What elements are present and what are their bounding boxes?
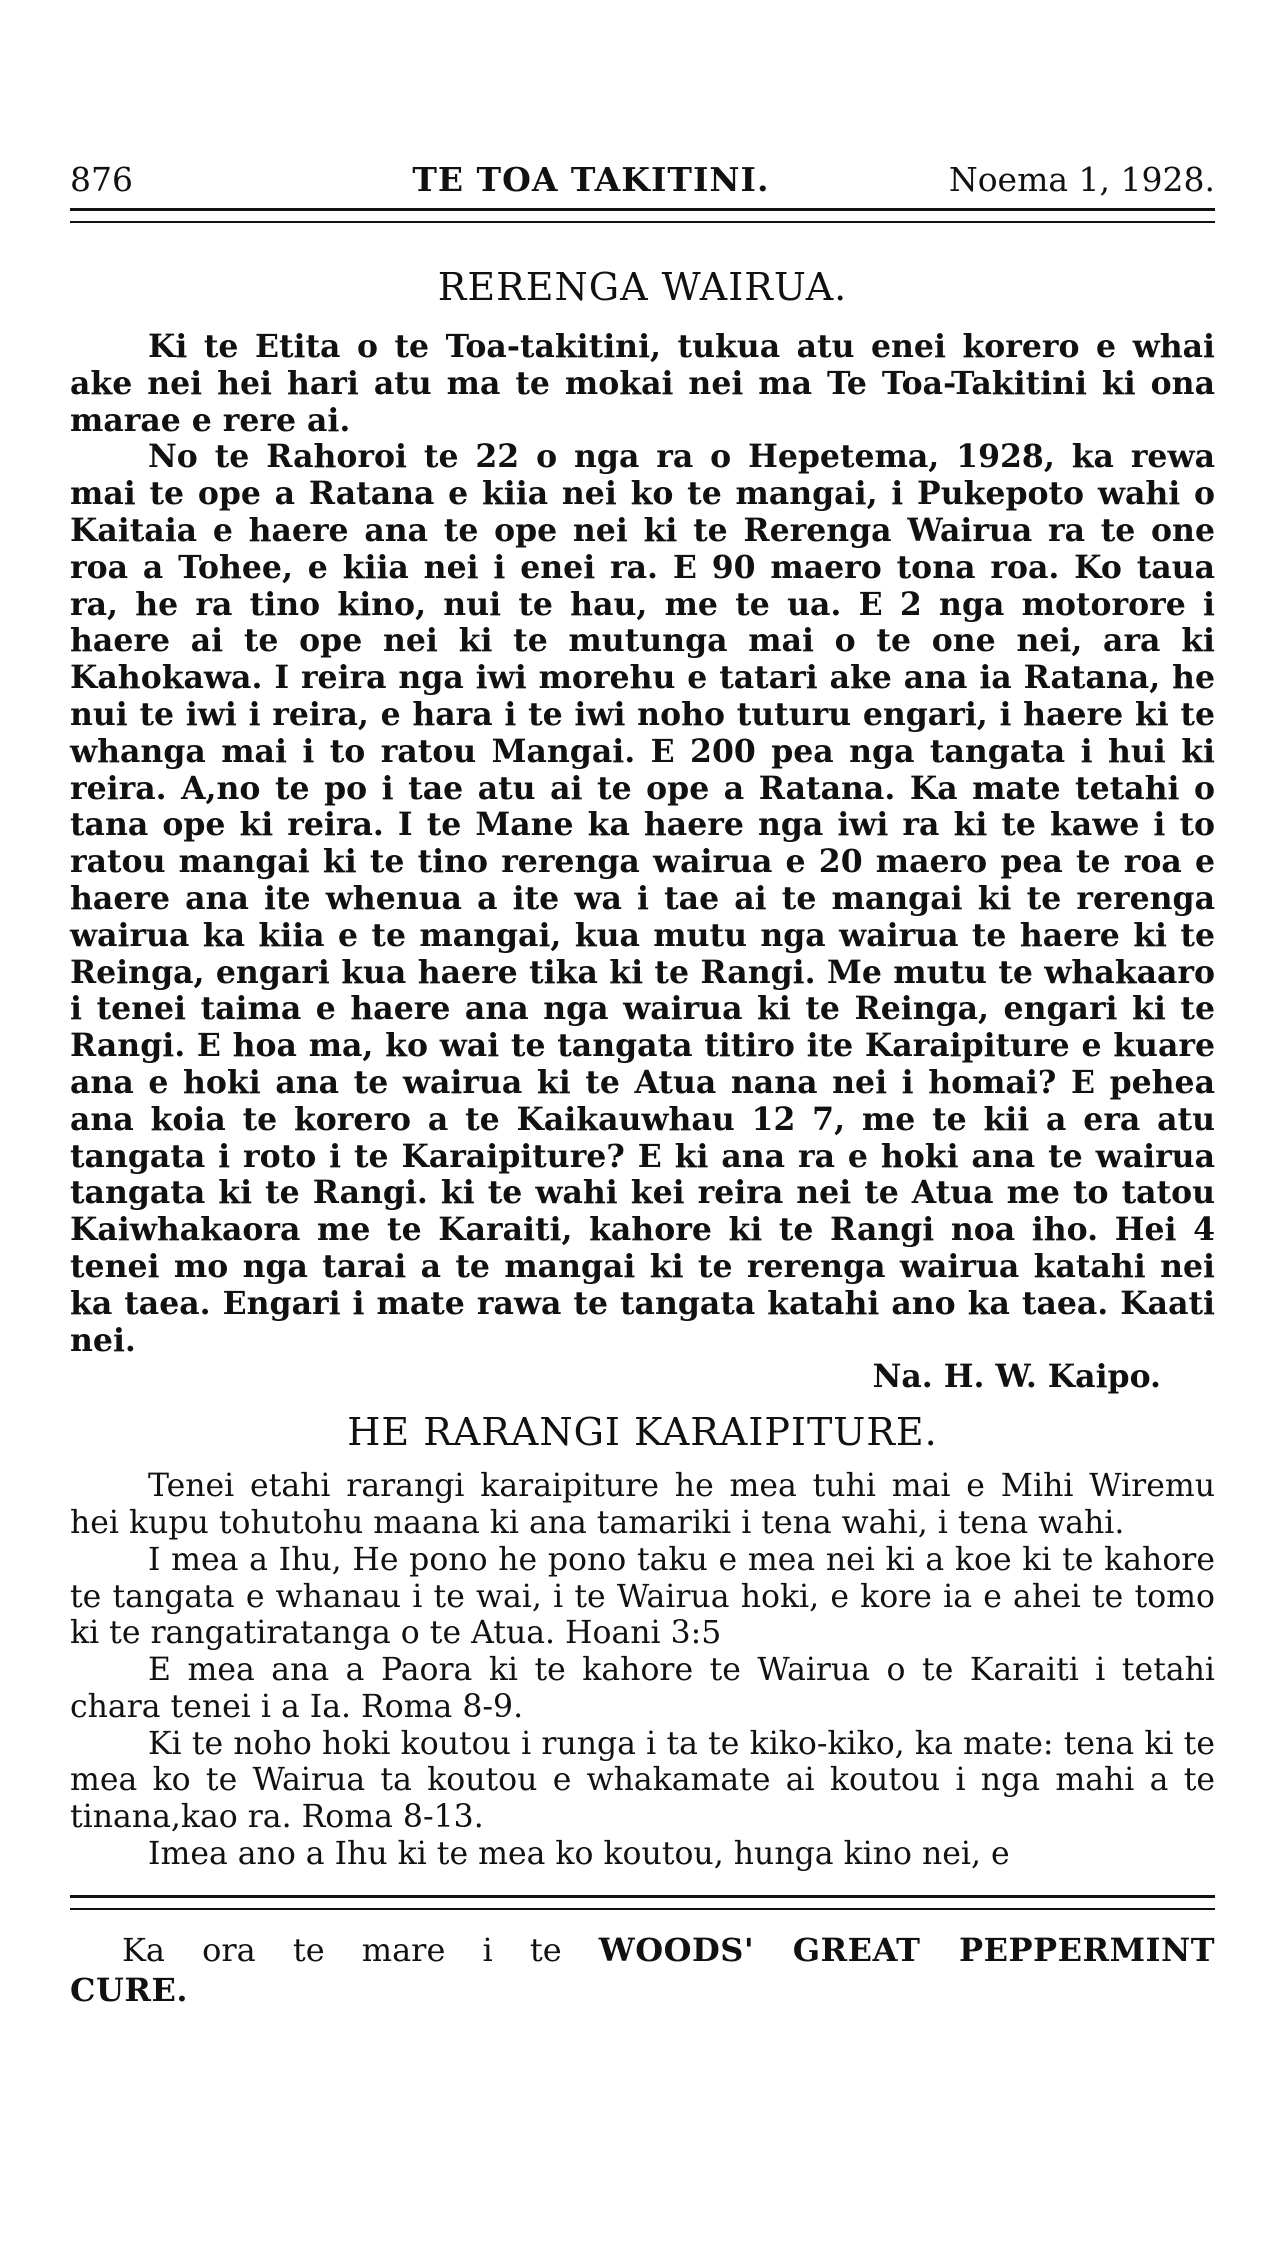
advert-lead: Ka ora te mare i te	[122, 1930, 562, 1969]
article-title-rerenga-wairua: RERENGA WAIRUA.	[437, 265, 848, 309]
article2-paragraph-1: Tenei etahi rarangi karaipiture he mea tuhi mai e Mihi Wiremu hei kupu tohutohu maana ki ana tamariki i tena wahi, i tena wahi.	[70, 1468, 1215, 1541]
issue-date: Noema 1, 1928.	[948, 160, 1215, 199]
article-title-he-rarangi-karaipiture: HE RARANGI KARAIPITURE.	[347, 1410, 938, 1455]
article1-paragraph-1: Ki te Etita o te Toa-takitini, tukua atu enei korero e whai ake nei hei hari atu ma te mokai nei ma Te Toa-Takitini ki ona marae e rere ai.	[70, 328, 1215, 439]
article2-paragraph-2: I mea a Ihu, He pono he pono taku e mea nei ki a koe ki te kahore te tangata e whanau i te wai, i te Wairua hoki, e kore ia e ahei te tomo ki te rangatiratanga o te Atua. Hoani 3:5	[70, 1541, 1215, 1652]
advert-product: WOODS' GREAT PEPPERMINT CURE.	[70, 1930, 1216, 2009]
article1-paragraph-2: No te Rahoroi te 22 o nga ra o Hepetema, 1928, ka rewa mai te ope a Ratana e kiia nei ko te mangai, i Pukepoto wahi o Kaitaia e haere ana te ope nei ki te Rerenga Wairua ra te one roa a Tohee, e kiia nei i enei ra. E 90 maero tona roa. Ko taua ra, he ra tino kino, nui te hau, me te ua. E 2 nga motorore i haere ai te ope nei ki te mutunga mai o te one nei, ara ki Kahokawa. I reira nga iwi morehu e tatari ake ana ia Ratana, he nui te iwi i reira, e hara i te iwi noho tuturu engari, i haere ki te whanga mai i to ratou Mangai. E 200 pea nga tangata i hui ki reira. A,no te po i tae atu ai te ope a Ratana. Ka mate tetahi o tana ope ki reira. I te Mane ka haere nga iwi ra ki te kawe i to ratou mangai ki te tino rerenga wairua e 20 maero pea te roa e haere ana ite whenua a ite wa i tae ai te mangai ki te rerenga wairua ka kiia e te mangai, kua mutu nga wairua te haere ki te Reinga, engari kua haere tika ki te Rangi. Me mutu te whakaaro i tenei taima e haere ana nga wairua ki te Reinga, engari ki te Rangi. E hoa ma, ko wai te tangata titiro ite Karaipiture e kuare ana e hoki ana te wairua ki te Atua nana nei i homai? E pehea ana koia te korero a te Kaikauwhau 12 7, me te kii a era atu tangata i roto i te Karaipiture? E ki ana ra e hoki ana te wairua tangata ki te Rangi. ki te wahi kei reira nei te Atua me to tatou Kaiwhakaora me te Karaiti, kahore ki te Rangi noa iho. Hei 4 tenei mo nga tarai a te mangai ki te rerenga wairua katahi nei ka taea. Engari i mate rawa te tangata katahi ano ka taea. Kaati nei.	[70, 438, 1215, 1359]
article2-paragraph-4: Ki te noho hoki koutou i runga i ta te kiko-kiko, ka mate: tena ki te mea ko te Wairua ta koutou e whakamate ai koutou i nga mahi a te tinana,kao ra. Roma 8-13.	[70, 1725, 1215, 1836]
page-number: 876	[70, 160, 133, 199]
article1-signature: Na. H. W. Kaipo.	[872, 1358, 1161, 1396]
article2-paragraph-3: E mea ana a Paora ki te kahore te Wairua o te Karaiti i tetahi chara tenei i a Ia. Roma 8-9.	[70, 1652, 1215, 1725]
publication-title: TE TOA TAKITINI.	[412, 160, 770, 199]
article2-paragraph-5: Imea ano a Ihu ki te mea ko koutou, hunga kino nei, e	[148, 1836, 1010, 1873]
running-head	[70, 160, 1215, 202]
advertisement	[70, 1930, 1215, 2010]
header-rule	[70, 208, 1215, 223]
footer-rule	[70, 1895, 1215, 1910]
newspaper-page	[70, 160, 1215, 2042]
